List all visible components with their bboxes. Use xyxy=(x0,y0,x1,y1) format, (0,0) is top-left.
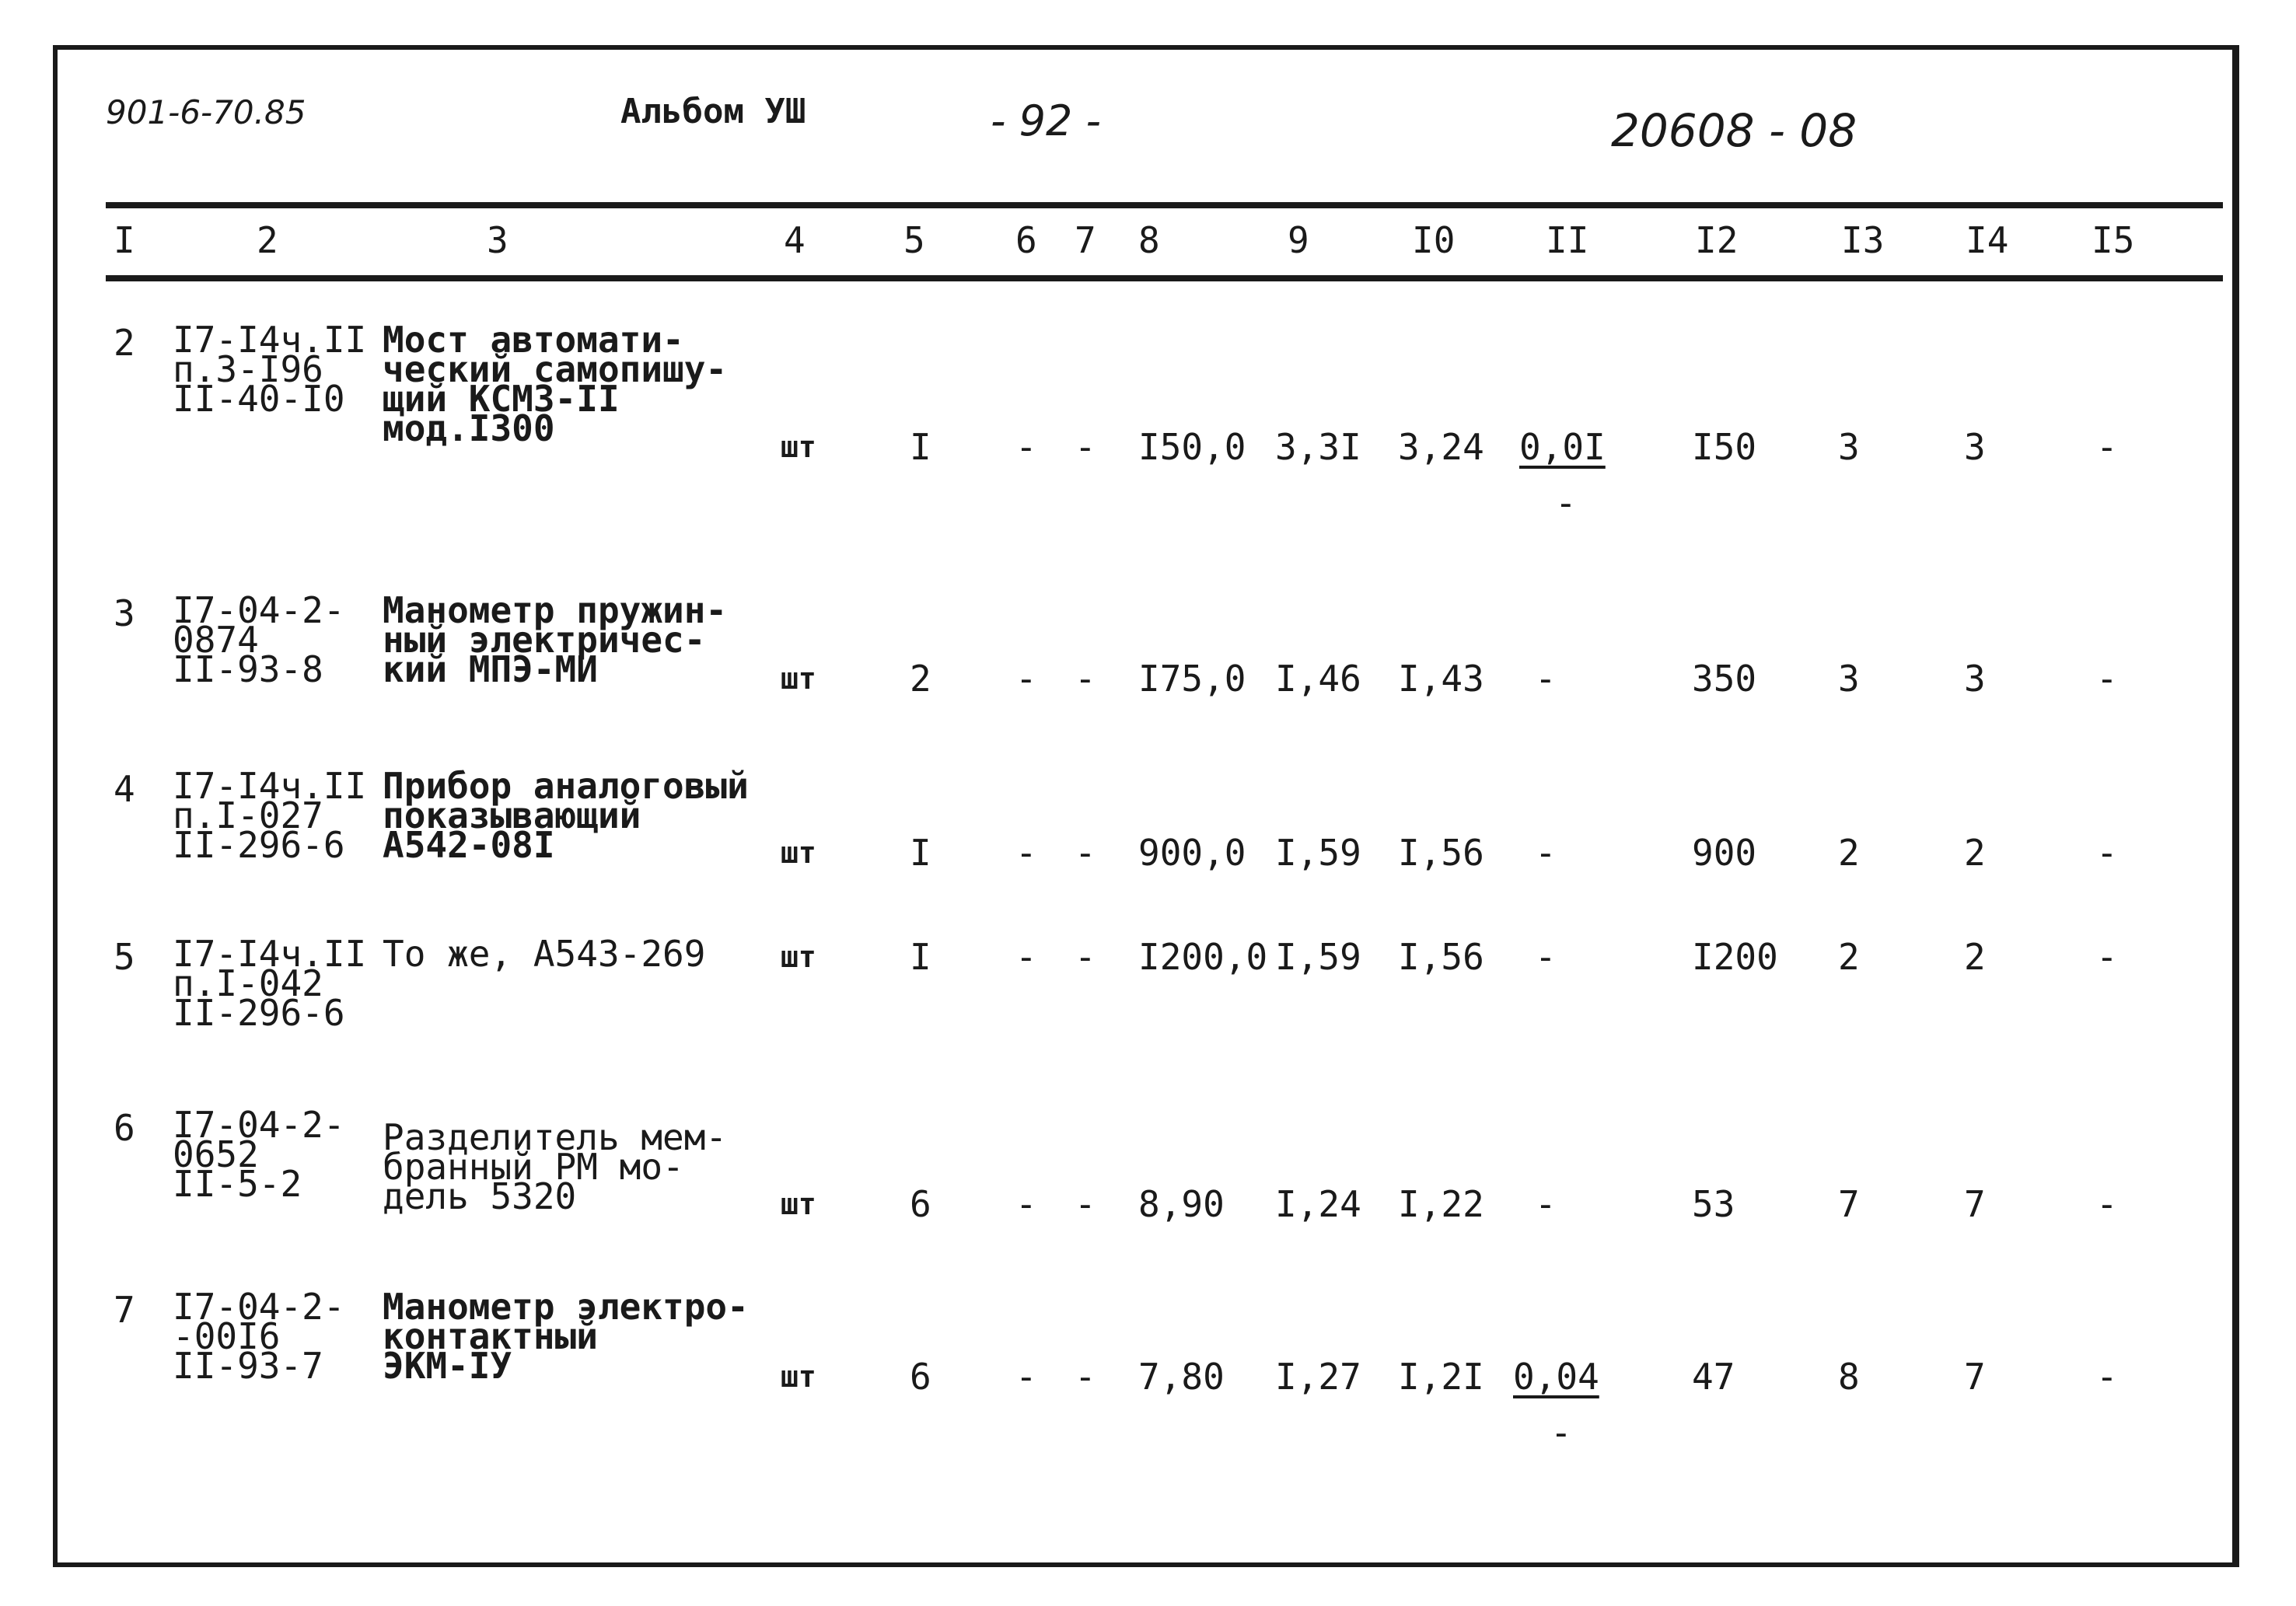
col8-value: 7,80 xyxy=(1138,1356,1225,1398)
item-name: Разделитель мем- бранный РМ мо- дель 5320 xyxy=(383,1116,728,1217)
col-number-4: 4 xyxy=(784,219,806,261)
col-number-7: 7 xyxy=(1075,219,1096,261)
col9-value: I,59 xyxy=(1275,832,1361,874)
col-number-5: 5 xyxy=(903,219,925,261)
col11-value: - xyxy=(1535,1183,1557,1225)
col-number-1: I xyxy=(114,219,135,261)
col14-value: 2 xyxy=(1964,936,1986,978)
col15-value: - xyxy=(2096,426,2118,468)
unit: шт xyxy=(781,662,816,696)
col-number-13: I3 xyxy=(1841,219,1885,261)
col11-value: - xyxy=(1535,832,1557,874)
col11-value: - xyxy=(1535,936,1557,978)
col7-value: - xyxy=(1075,426,1096,468)
col15-value: - xyxy=(2096,658,2118,700)
resource-code: I7-04-2- 0874 II-93-8 xyxy=(173,589,345,690)
col13-value: 8 xyxy=(1838,1356,1860,1398)
col7-value: - xyxy=(1075,1183,1096,1225)
col6-value: - xyxy=(1015,1356,1037,1398)
col11-value: 0,0I xyxy=(1519,426,1606,468)
col13-value: 2 xyxy=(1838,936,1860,978)
unit: шт xyxy=(781,1360,816,1394)
col-number-3: 3 xyxy=(487,219,508,261)
album-label: Альбом УШ xyxy=(620,92,806,131)
resource-code: I7-I4ч.II п.I-027 II-296-6 xyxy=(173,765,367,866)
col12-value: 53 xyxy=(1692,1183,1735,1225)
col13-value: 7 xyxy=(1838,1183,1860,1225)
document-sheet xyxy=(53,45,2239,1567)
col9-value: I,59 xyxy=(1275,936,1361,978)
col12-value: I200 xyxy=(1692,936,1778,978)
col10-value: I,56 xyxy=(1398,832,1484,874)
col15-value: - xyxy=(2096,1183,2118,1225)
col13-value: 3 xyxy=(1838,426,1860,468)
row-number: 6 xyxy=(114,1107,135,1149)
col9-value: I,46 xyxy=(1275,658,1361,700)
col6-value: - xyxy=(1015,658,1037,700)
col-number-8: 8 xyxy=(1138,219,1160,261)
col14-value: 7 xyxy=(1964,1356,1986,1398)
document-code: 901-6-70.85 xyxy=(106,93,306,131)
row-number: 7 xyxy=(114,1289,135,1331)
col10-value: I,56 xyxy=(1398,936,1484,978)
col13-value: 3 xyxy=(1838,658,1860,700)
col6-value: - xyxy=(1015,1183,1037,1225)
resource-code: I7-04-2- -00I6 II-93-7 xyxy=(173,1286,345,1387)
col8-value: 8,90 xyxy=(1138,1183,1225,1225)
col-number-2: 2 xyxy=(257,219,278,261)
col12-value: 900 xyxy=(1692,832,1757,874)
unit: шт xyxy=(781,940,816,974)
col15-value: - xyxy=(2096,1356,2118,1398)
row-number: 5 xyxy=(114,936,135,978)
col11-value: - xyxy=(1535,658,1557,700)
col11-sub-value: - xyxy=(1550,1412,1572,1454)
unit: шт xyxy=(781,1187,816,1221)
col-number-9: 9 xyxy=(1288,219,1309,261)
col12-value: 47 xyxy=(1692,1356,1735,1398)
col12-value: I50 xyxy=(1692,426,1757,468)
col15-value: - xyxy=(2096,832,2118,874)
col11-sub-value: - xyxy=(1555,482,1577,524)
col-number-14: I4 xyxy=(1966,219,2009,261)
resource-code: I7-I4ч.II п.I-042 II-296-6 xyxy=(173,933,367,1034)
item-name: Прибор аналоговый показывающий А542-08I xyxy=(383,765,749,866)
col14-value: 3 xyxy=(1964,426,1986,468)
header-rule-top xyxy=(106,202,2223,208)
resource-code: I7-I4ч.II п.3-I96 II-40-I0 xyxy=(173,319,367,420)
col6-value: - xyxy=(1015,426,1037,468)
col10-value: I,22 xyxy=(1398,1183,1484,1225)
col10-value: 3,24 xyxy=(1398,426,1484,468)
col7-value: - xyxy=(1075,832,1096,874)
col10-value: I,2I xyxy=(1398,1356,1484,1398)
quantity: 6 xyxy=(910,1356,931,1398)
col-number-12: I2 xyxy=(1695,219,1739,261)
document-number: 20608 - 08 xyxy=(1611,104,1857,157)
col15-value: - xyxy=(2096,936,2118,978)
col-number-6: 6 xyxy=(1015,219,1037,261)
unit: шт xyxy=(781,836,816,870)
col12-value: 350 xyxy=(1692,658,1757,700)
col14-value: 3 xyxy=(1964,658,1986,700)
col8-value: I75,0 xyxy=(1138,658,1246,700)
col8-value: I200,0 xyxy=(1138,936,1268,978)
item-name: Манометр электро- контактный ЭКМ-IУ xyxy=(383,1286,749,1387)
resource-code: I7-04-2- 0652 II-5-2 xyxy=(173,1104,345,1205)
quantity: 2 xyxy=(910,658,931,700)
row-number: 4 xyxy=(114,768,135,810)
col10-value: I,43 xyxy=(1398,658,1484,700)
quantity: I xyxy=(910,426,931,468)
item-name: То же, А543-269 xyxy=(383,933,706,975)
row-number: 3 xyxy=(114,592,135,634)
col-number-15: I5 xyxy=(2092,219,2135,261)
item-name: Манометр пружин- ный электричес- кий МПЭ-МИ xyxy=(383,589,728,690)
header-rule-bottom xyxy=(106,275,2223,281)
col-number-10: I0 xyxy=(1412,219,1456,261)
col-number-11: II xyxy=(1546,219,1589,261)
col6-value: - xyxy=(1015,936,1037,978)
col7-value: - xyxy=(1075,658,1096,700)
quantity: 6 xyxy=(910,1183,931,1225)
quantity: I xyxy=(910,936,931,978)
col14-value: 7 xyxy=(1964,1183,1986,1225)
page-number: - 92 - xyxy=(991,96,1102,145)
col9-value: I,27 xyxy=(1275,1356,1361,1398)
row-number: 2 xyxy=(114,322,135,364)
quantity: I xyxy=(910,832,931,874)
col7-value: - xyxy=(1075,1356,1096,1398)
col9-value: I,24 xyxy=(1275,1183,1361,1225)
col6-value: - xyxy=(1015,832,1037,874)
col9-value: 3,3I xyxy=(1275,426,1361,468)
col11-value: 0,04 xyxy=(1513,1356,1599,1398)
col8-value: I50,0 xyxy=(1138,426,1246,468)
col8-value: 900,0 xyxy=(1138,832,1246,874)
col14-value: 2 xyxy=(1964,832,1986,874)
unit: шт xyxy=(781,430,816,464)
item-name: Мост автомати- ческий самопишу- щий КСМЗ-II мод.I300 xyxy=(383,319,728,449)
col7-value: - xyxy=(1075,936,1096,978)
col13-value: 2 xyxy=(1838,832,1860,874)
